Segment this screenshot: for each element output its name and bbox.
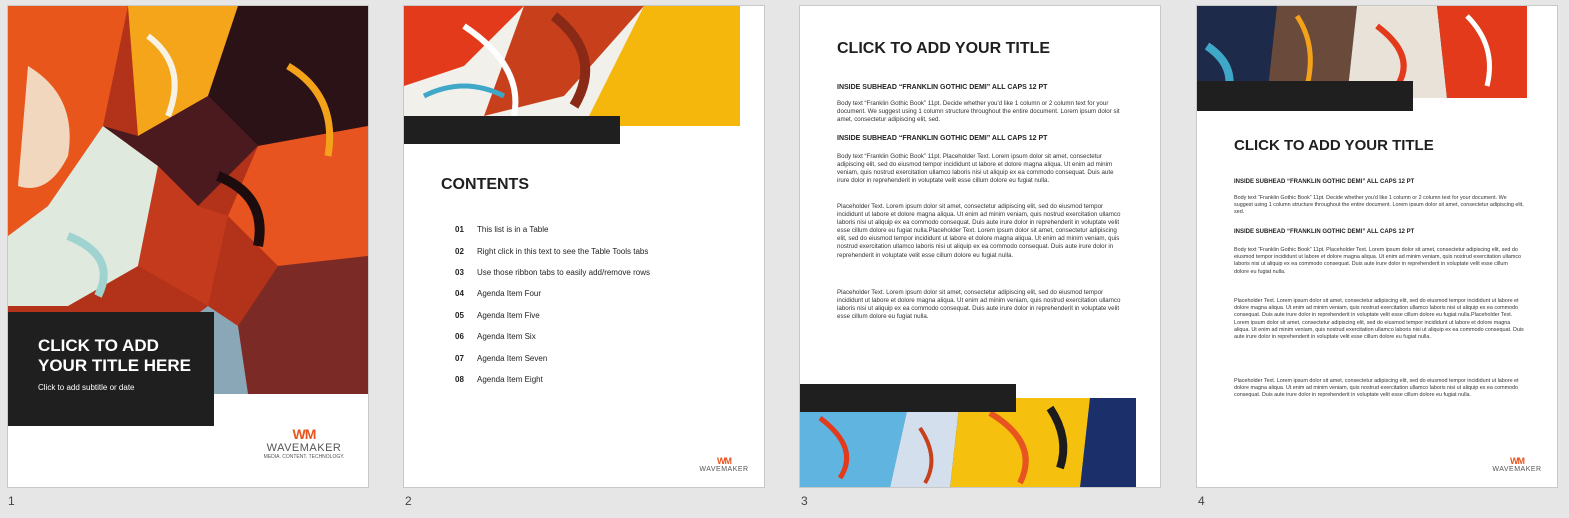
inside-subhead-2[interactable]: INSIDE SUBHEAD “FRANKLIN GOTHIC DEMI” ALL CAPS 12 PT xyxy=(1234,229,1415,235)
item-label: Agenda Item Eight xyxy=(477,374,543,384)
header-bar xyxy=(1197,81,1413,111)
list-item[interactable] xyxy=(455,305,650,326)
page-title[interactable]: CLICK TO ADD YOUR TITLE xyxy=(1234,137,1434,154)
item-label: Agenda Item Five xyxy=(477,310,540,320)
list-item[interactable] xyxy=(455,369,650,390)
body-paragraph-4[interactable]: Placeholder Text. Lorem ipsum dolor sit amet, consectetur adipiscing elit, sed do eiusmod tempor incididunt ut labore et dolore magna aliqua. Ut enim ad minim veniam, quis nostrud exercitation ullamco laboris nisi ut aliquip ex ea commodo consequat. Duis aute irure dolor in reprehenderit in voluptate velit esse cillum dolore eu fugiat nulla. xyxy=(837,289,1121,321)
page-number-2: 2 xyxy=(405,494,412,508)
body-paragraph-1[interactable]: Body text “Franklin Gothic Book” 11pt. Decide whether you'd like 1 column or 2 column text for your document. We suggest using 1 column structure throughout the entire document. Lorem ipsum dolor sit amet, consectetur adipiscing elit, sed. xyxy=(1234,195,1524,216)
wavemaker-logo xyxy=(256,426,352,460)
item-label: Agenda Item Seven xyxy=(477,353,548,363)
cover-title[interactable]: CLICK TO ADD YOUR TITLE HERE xyxy=(38,336,192,375)
page-thumbnail-4[interactable] xyxy=(1196,5,1558,488)
cover-subtitle[interactable]: Click to add subtitle or date xyxy=(38,383,135,392)
item-label: Right click in this text to see the Table Tools tabs xyxy=(477,246,649,256)
page-title[interactable]: CLICK TO ADD YOUR TITLE xyxy=(837,40,1051,57)
wavemaker-logo xyxy=(1487,456,1547,473)
logo-name: WAVEMAKER xyxy=(266,442,342,454)
body-paragraph-2[interactable]: Body text “Franklin Gothic Book” 11pt. Placeholder Text. Lorem ipsum dolor sit amet, consectetur adipiscing elit, sed do eiusmod tempor incididunt ut labore et dolore magna aliqua. Ut enim ad minim veniam, quis nostrud exercitation ullamco laboris nisi ut aliquip ex ea commodo consequat. Duis aute irure dolor in reprehenderit in voluptate velit esse cillum dolore eu fugiat nulla. xyxy=(1234,247,1522,275)
item-label: This list is in a Table xyxy=(477,225,549,235)
logo-mark: WM xyxy=(292,426,316,442)
item-number: 06 xyxy=(455,332,464,342)
item-number: 02 xyxy=(455,246,464,256)
page-number-3: 3 xyxy=(801,494,808,508)
item-number: 04 xyxy=(455,289,464,299)
item-number: 08 xyxy=(455,374,464,384)
logo-name: WAVEMAKER xyxy=(1492,466,1542,473)
logo-tagline: MEDIA. CONTENT. TECHNOLOGY. xyxy=(263,454,345,460)
item-label: Agenda Item Four xyxy=(477,289,542,299)
logo-mark: WM xyxy=(717,456,731,466)
list-item[interactable] xyxy=(455,347,650,368)
body-paragraph-4[interactable]: Placeholder Text. Lorem ipsum dolor sit amet, consectetur adipiscing elit, sed do eiusmod tempor incididunt ut labore et dolore magna aliqua. Ut enim ad minim veniam, quis nostrud exercitation ullamco laboris nisi ut aliquip ex ea commodo consequat. Duis aute irure dolor in reprehenderit in voluptate velit esse cillum dolore eu fugiat nulla. xyxy=(1234,378,1519,399)
item-number: 05 xyxy=(455,310,464,320)
page-number-1: 1 xyxy=(8,494,15,508)
page-number-4: 4 xyxy=(1198,494,1205,508)
contents-title[interactable]: CONTENTS xyxy=(441,176,529,193)
page-thumbnail-1[interactable] xyxy=(7,5,369,488)
list-item[interactable] xyxy=(455,283,650,304)
list-item[interactable] xyxy=(455,262,650,283)
item-label: Agenda Item Six xyxy=(477,332,536,342)
item-label: Use those ribbon tabs to easily add/remove rows xyxy=(477,267,650,277)
item-number: 01 xyxy=(455,225,464,235)
list-item[interactable] xyxy=(455,326,650,347)
body-paragraph-3[interactable]: Placeholder Text. Lorem ipsum dolor sit amet, consectetur adipiscing elit, sed do eiusmod tempor incididunt ut labore et dolore magna aliqua. Ut enim ad minim veniam, quis nostrud exercitation ullamco laboris nisi ut aliquip ex ea commodo consequat. Duis aute irure dolor in reprehenderit in voluptate velit esse cillum dolore eu fugiat nulla.Placeholder Text. Lorem ipsum dolor sit amet, consectetur adipiscing elit, sed do eiusmod tempor incididunt ut labore et dolore magna aliqua. Ut enim ad minim veniam, quis nostrud exercitation ullamco laboris nisi ut aliquip ex ea commodo consequat. Duis aute irure dolor in reprehenderit in voluptate velit esse cillum dolore eu fugiat nulla. xyxy=(1234,298,1524,341)
page-thumbnail-2[interactable] xyxy=(403,5,765,488)
wavemaker-logo xyxy=(694,456,754,473)
list-item[interactable] xyxy=(455,240,650,261)
footer-bar xyxy=(800,384,1016,412)
body-paragraph-1[interactable]: Body text “Franklin Gothic Book” 11pt. Decide whether you'd like 1 column or 2 column text for your document. We suggest using 1 column structure throughout the entire document. Lorem ipsum dolor sit amet, consectetur adipiscing elit, sed. xyxy=(837,100,1120,124)
contents-header-bar xyxy=(404,116,620,144)
item-number: 07 xyxy=(455,353,464,363)
contents-list xyxy=(455,219,650,390)
inside-subhead-1[interactable]: INSIDE SUBHEAD “FRANKLIN GOTHIC DEMI” ALL CAPS 12 PT xyxy=(1234,179,1415,185)
list-item[interactable] xyxy=(455,219,650,240)
logo-name: WAVEMAKER xyxy=(699,466,749,473)
logo-mark: WM xyxy=(1510,456,1524,466)
inside-subhead-2[interactable]: INSIDE SUBHEAD “FRANKLIN GOTHIC DEMI” ALL CAPS 12 PT xyxy=(837,135,1048,142)
contents-artwork-image xyxy=(404,6,740,126)
body-paragraph-3[interactable]: Placeholder Text. Lorem ipsum dolor sit amet, consectetur adipiscing elit, sed do eiusmod tempor incididunt ut labore et dolore magna aliqua. Ut enim ad minim veniam, quis nostrud exercitation ullamco laboris nisi ut aliquip ex ea commodo consequat. Duis aute irure dolor in reprehenderit in voluptate velit esse cillum dolore eu fugiat nulla.Placeholder Text. Lorem ipsum dolor sit amet, consectetur adipiscing elit, sed do eiusmod tempor incididunt ut labore et dolore magna aliqua. Ut enim ad minim veniam, quis nostrud exercitation ullamco laboris nisi ut aliquip ex ea commodo consequat. Duis aute irure dolor in reprehenderit in voluptate velit esse cillum dolore eu fugiat nulla. xyxy=(837,203,1121,259)
inside-subhead-1[interactable]: INSIDE SUBHEAD “FRANKLIN GOTHIC DEMI” ALL CAPS 12 PT xyxy=(837,84,1048,91)
item-number: 03 xyxy=(455,267,464,277)
page-thumbnail-3[interactable] xyxy=(799,5,1161,488)
body-paragraph-2[interactable]: Body text “Franklin Gothic Book” 11pt. Placeholder Text. Lorem ipsum dolor sit amet, consectetur adipiscing elit, sed do eiusmod tempor incididunt ut labore et dolore magna aliqua. Ut enim ad minim veniam, quis nostrud exercitation ullamco laboris nisi ut aliquip ex ea commodo consequat. Duis aute irure dolor in reprehenderit in voluptate velit esse cillum dolore eu fugiat nulla. xyxy=(837,153,1114,185)
